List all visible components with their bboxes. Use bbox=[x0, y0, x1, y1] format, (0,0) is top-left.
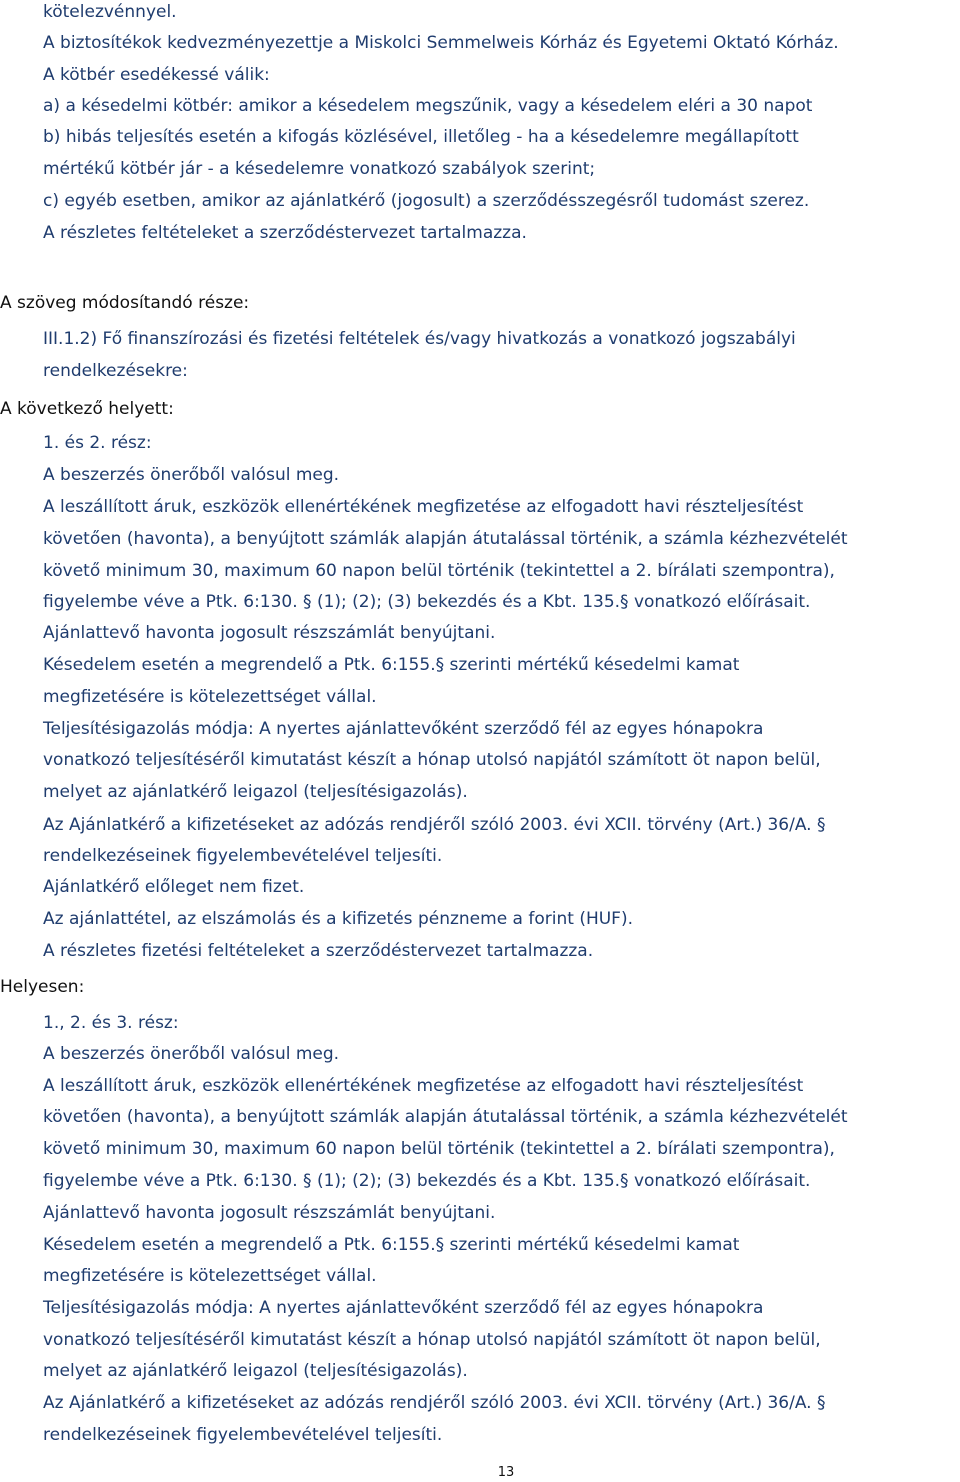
text-line: A kötbér esedékessé válik: bbox=[43, 65, 270, 85]
text-line: Ajánlatkérő előleget nem fizet. bbox=[43, 877, 305, 897]
text-line: A leszállított áruk, eszközök ellenértékének megfizetése az elfogadott havi részteljesítést bbox=[43, 497, 804, 517]
text-line: követő minimum 30, maximum 60 napon belül történik (tekintettel a 2. bírálati szempontra), bbox=[43, 1139, 835, 1159]
text-line: melyet az ajánlatkérő leigazol (teljesítésigazolás). bbox=[43, 782, 468, 802]
text-line: vonatkozó teljesítéséről kimutatást készít a hónap utolsó napjától számított öt napon belül, bbox=[43, 1330, 821, 1350]
text-line: rendelkezéseinek figyelembevételével teljesíti. bbox=[43, 1425, 443, 1445]
text-line: A biztosítékok kedvezményezettje a Miskolci Semmelweis Kórház és Egyetemi Oktató Kórház. bbox=[43, 33, 839, 53]
text-line: Késedelem esetén a megrendelő a Ptk. 6:155.§ szerinti mértékű késedelmi kamat bbox=[43, 1235, 740, 1255]
text-line: Teljesítésigazolás módja: A nyertes ajánlattevőként szerződő fél az egyes hónapokra bbox=[43, 1298, 764, 1318]
text-line: vonatkozó teljesítéséről kimutatást készít a hónap utolsó napjától számított öt napon belül, bbox=[43, 750, 821, 770]
text-line: Ajánlattevő havonta jogosult részszámlát benyújtani. bbox=[43, 1203, 496, 1223]
text-line: A leszállított áruk, eszközök ellenértékének megfizetése az elfogadott havi részteljesítést bbox=[43, 1076, 804, 1096]
instead-heading: A következő helyett: bbox=[0, 399, 174, 419]
text-line: rendelkezéseinek figyelembevételével teljesíti. bbox=[43, 846, 443, 866]
text-line: A részletes fizetési feltételeket a szerződéstervezet tartalmazza. bbox=[43, 941, 594, 961]
text-line: A beszerzés önerőből valósul meg. bbox=[43, 1044, 340, 1064]
text-line: 1., 2. és 3. rész: bbox=[43, 1013, 179, 1033]
modify-heading: A szöveg módosítandó része: bbox=[0, 293, 250, 313]
text-line: melyet az ajánlatkérő leigazol (teljesítésigazolás). bbox=[43, 1361, 468, 1381]
text-line: c) egyéb esetben, amikor az ajánlatkérő (jogosult) a szerződésszegésről tudomást szerez. bbox=[43, 191, 810, 211]
text-line: b) hibás teljesítés esetén a kifogás közlésével, illetőleg - ha a késedelemre megállapított bbox=[43, 127, 799, 147]
text-line: megfizetésére is kötelezettséget vállal. bbox=[43, 1266, 377, 1286]
text-line: figyelembe véve a Ptk. 6:130. § (1); (2); (3) bekezdés és a Kbt. 135.§ vonatkozó előírásait. bbox=[43, 592, 811, 612]
text-line: mértékű kötbér jár - a késedelemre vonatkozó szabályok szerint; bbox=[43, 159, 596, 179]
correct-heading: Helyesen: bbox=[0, 977, 85, 997]
text-line: követően (havonta), a benyújtott számlák alapján átutalással történik, a számla kézhezvételét bbox=[43, 1107, 848, 1127]
text-line: figyelembe véve a Ptk. 6:130. § (1); (2); (3) bekezdés és a Kbt. 135.§ vonatkozó előírásait. bbox=[43, 1171, 811, 1191]
text-line: A beszerzés önerőből valósul meg. bbox=[43, 465, 340, 485]
text-line: kötelezvénnyel. bbox=[43, 2, 177, 22]
section-reference: III.1.2) Fő finanszírozási és fizetési feltételek és/vagy hivatkozás a vonatkozó jogszabályi bbox=[43, 329, 796, 349]
text-line: Az Ajánlatkérő a kifizetéseket az adózás rendjéről szóló 2003. évi XCII. törvény (Art.) 36/A. § bbox=[43, 815, 826, 835]
text-line: követő minimum 30, maximum 60 napon belül történik (tekintettel a 2. bírálati szempontra), bbox=[43, 561, 835, 581]
text-line: Az ajánlattétel, az elszámolás és a kifizetés pénzneme a forint (HUF). bbox=[43, 909, 633, 929]
text-line: A részletes feltételeket a szerződéstervezet tartalmazza. bbox=[43, 223, 527, 243]
text-line: Késedelem esetén a megrendelő a Ptk. 6:155.§ szerinti mértékű késedelmi kamat bbox=[43, 655, 740, 675]
text-line: Teljesítésigazolás módja: A nyertes ajánlattevőként szerződő fél az egyes hónapokra bbox=[43, 719, 764, 739]
page-number: 13 bbox=[497, 1465, 515, 1480]
text-line: a) a késedelmi kötbér: amikor a késedelem megszűnik, vagy a késedelem eléri a 30 napot bbox=[43, 96, 813, 116]
section-reference: rendelkezésekre: bbox=[43, 361, 188, 381]
text-line: követően (havonta), a benyújtott számlák alapján átutalással történik, a számla kézhezvételét bbox=[43, 529, 848, 549]
text-line: Az Ajánlatkérő a kifizetéseket az adózás rendjéről szóló 2003. évi XCII. törvény (Art.) 36/A. § bbox=[43, 1393, 826, 1413]
text-line: 1. és 2. rész: bbox=[43, 433, 152, 453]
text-line: megfizetésére is kötelezettséget vállal. bbox=[43, 687, 377, 707]
text-line: Ajánlattevő havonta jogosult részszámlát benyújtani. bbox=[43, 623, 496, 643]
